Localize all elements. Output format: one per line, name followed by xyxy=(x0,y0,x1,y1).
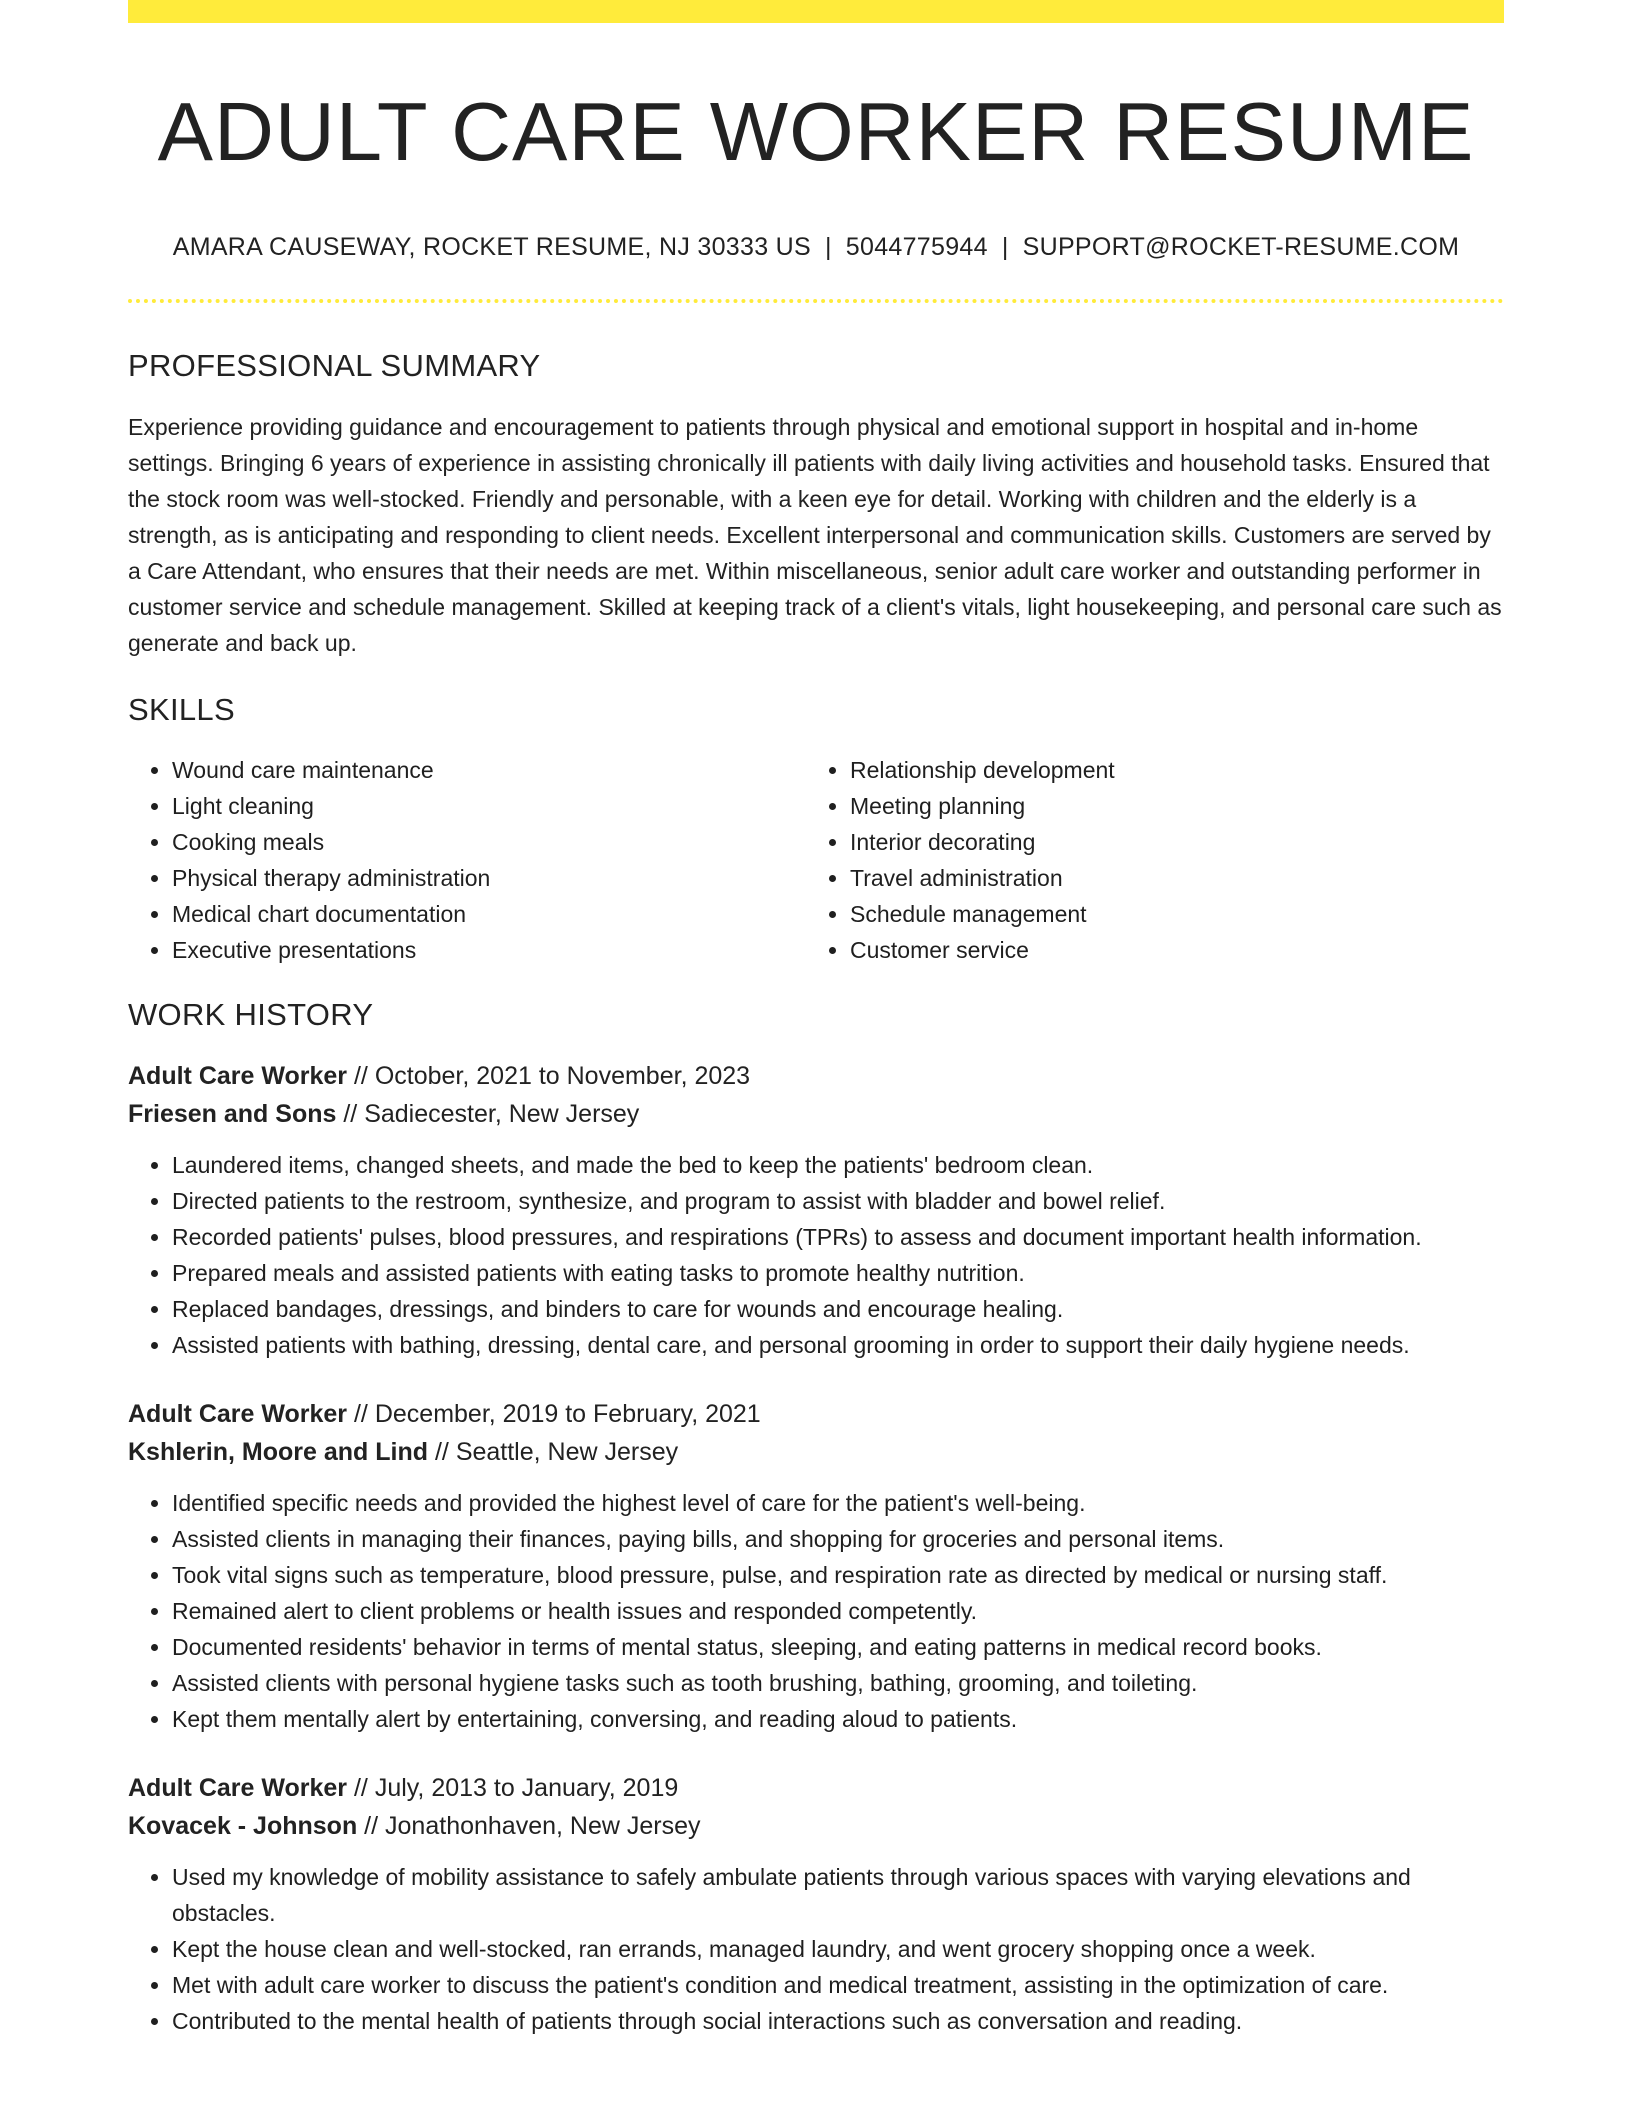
job-separator: // xyxy=(347,1400,375,1429)
job-location: Jonathonhaven, New Jersey xyxy=(385,1812,701,1841)
job-bullet: • Assisted patients with bathing, dressing, dental care, and personal grooming in order to support their daily hygiene needs. xyxy=(172,1327,1504,1363)
job-dates: July, 2013 to January, 2019 xyxy=(374,1774,679,1803)
job-bullet: • Remained alert to client problems or health issues and responded competently. xyxy=(172,1593,1504,1629)
job-separator: // xyxy=(347,1062,375,1091)
job-bullet: • Assisted clients in managing their finances, paying bills, and shopping for groceries and personal items. xyxy=(172,1521,1504,1557)
skill-item: • Interior decorating xyxy=(850,824,1490,860)
job-header xyxy=(128,1057,1504,1133)
job-bullet: • Met with adult care worker to discuss the patient's condition and medical treatment, assisting in the optimization of care. xyxy=(172,1967,1504,2003)
job-bullets xyxy=(128,1485,1504,1737)
job-company-line xyxy=(128,1433,1504,1471)
job-separator: // xyxy=(428,1438,456,1467)
work-history-heading: WORK HISTORY xyxy=(128,996,374,1032)
job-bullet: • Recorded patients' pulses, blood pressures, and respirations (TPRs) to assess and document important health information. xyxy=(172,1219,1504,1255)
dotted-divider xyxy=(128,299,1504,303)
job-title: Adult Care Worker xyxy=(128,1400,348,1429)
job-title: Adult Care Worker xyxy=(128,1774,348,1803)
skill-item: • Executive presentations xyxy=(172,932,806,968)
skill-item: • Medical chart documentation xyxy=(172,896,806,932)
resume-title: ADULT CARE WORKER RESUME xyxy=(157,85,1475,178)
job-company: Kovacek - Johnson xyxy=(128,1812,358,1841)
contact-address: AMARA CAUSEWAY, ROCKET RESUME, NJ 30333 US xyxy=(172,232,811,261)
job-bullet: • Directed patients to the restroom, synthesize, and program to assist with bladder and bowel relief. xyxy=(172,1183,1504,1219)
contact-email: SUPPORT@ROCKET-RESUME.COM xyxy=(1022,232,1460,261)
job-title-line xyxy=(128,1769,1504,1807)
contact-phone: 5044775944 xyxy=(845,232,988,261)
job-bullet: • Replaced bandages, dressings, and binders to care for wounds and encourage healing. xyxy=(172,1291,1504,1327)
skills-column-right xyxy=(806,752,1490,968)
summary-heading: PROFESSIONAL SUMMARY xyxy=(128,347,541,383)
job-bullet: • Kept them mentally alert by entertaining, conversing, and reading aloud to patients. xyxy=(172,1701,1504,1737)
job-dates: December, 2019 to February, 2021 xyxy=(374,1400,761,1429)
job-bullet: • Kept the house clean and well-stocked, ran errands, managed laundry, and went grocery shopping once a week. xyxy=(172,1931,1504,1967)
job-bullet: • Assisted clients with personal hygiene tasks such as tooth brushing, bathing, grooming, and toileting. xyxy=(172,1665,1504,1701)
skill-item: • Meeting planning xyxy=(850,788,1490,824)
job-bullets xyxy=(128,1859,1504,2039)
skill-item: • Relationship development xyxy=(850,752,1490,788)
skill-item: • Schedule management xyxy=(850,896,1490,932)
skills-list xyxy=(128,752,1504,968)
skill-item: • Cooking meals xyxy=(172,824,806,860)
job-bullet: • Documented residents' behavior in terms of mental status, sleeping, and eating patterns in medical record books. xyxy=(172,1629,1504,1665)
job-title-line xyxy=(128,1057,1504,1095)
job-company-line xyxy=(128,1807,1504,1845)
work-history-list xyxy=(128,1057,1504,2039)
skill-item: • Wound care maintenance xyxy=(172,752,806,788)
job-title: Adult Care Worker xyxy=(128,1062,348,1091)
job-bullet: • Laundered items, changed sheets, and made the bed to keep the patients' bedroom clean. xyxy=(172,1147,1504,1183)
job-company-line xyxy=(128,1095,1504,1133)
job-company: Friesen and Sons xyxy=(128,1100,337,1129)
skill-item: • Customer service xyxy=(850,932,1490,968)
job-company: Kshlerin, Moore and Lind xyxy=(128,1438,429,1467)
job-entry xyxy=(128,1769,1504,2039)
job-bullet: • Prepared meals and assisted patients with eating tasks to promote healthy nutrition. xyxy=(172,1255,1504,1291)
job-bullet: • Identified specific needs and provided the highest level of care for the patient's well-being. xyxy=(172,1485,1504,1521)
job-location: Seattle, New Jersey xyxy=(455,1438,679,1467)
skill-item: • Travel administration xyxy=(850,860,1490,896)
job-bullet: • Used my knowledge of mobility assistance to safely ambulate patients through various spaces with varying elevations and obstacles. xyxy=(172,1859,1504,1931)
job-entry xyxy=(128,1057,1504,1363)
summary-text: Experience providing guidance and encouragement to patients through physical and emotional support in hospital and in-home settings. Bringing 6 years of experience in assisting chronically ill patients with daily living activities and household tasks. Ensured that the stock room was well-stocked. Friendly and personable, with a keen eye for detail. Working with children and the elderly is a strength, as is anticipating and responding to client needs. Excellent interpersonal and communication skills. Customers are served by a Care Attendant, who ensures that their needs are met. Within miscellaneous, senior adult care worker and outstanding performer in customer service and schedule management. Skilled at keeping track of a client's vitals, light housekeeping, and personal care such as generate and back up. xyxy=(128,413,1502,656)
job-header xyxy=(128,1395,1504,1471)
job-location: Sadiecester, New Jersey xyxy=(364,1100,640,1129)
resume-page xyxy=(128,0,1504,2039)
contact-separator: | xyxy=(1001,232,1009,261)
skill-item: • Physical therapy administration xyxy=(172,860,806,896)
job-bullet: • Contributed to the mental health of patients through social interactions such as conversation and reading. xyxy=(172,2003,1504,2039)
accent-top-bar xyxy=(128,0,1504,23)
skills-heading: SKILLS xyxy=(128,691,235,727)
job-separator: // xyxy=(347,1774,375,1803)
contact-line xyxy=(128,232,1504,262)
job-entry xyxy=(128,1395,1504,1737)
job-separator: // xyxy=(336,1100,365,1129)
skills-column-left xyxy=(128,752,806,968)
skill-item: • Light cleaning xyxy=(172,788,806,824)
job-bullet: • Took vital signs such as temperature, blood pressure, pulse, and respiration rate as directed by medical or nursing staff. xyxy=(172,1557,1504,1593)
job-header xyxy=(128,1769,1504,1845)
job-bullets xyxy=(128,1147,1504,1363)
contact-separator: | xyxy=(824,232,832,261)
job-dates: October, 2021 to November, 2023 xyxy=(374,1062,751,1091)
job-title-line xyxy=(128,1395,1504,1433)
job-separator: // xyxy=(357,1812,386,1841)
